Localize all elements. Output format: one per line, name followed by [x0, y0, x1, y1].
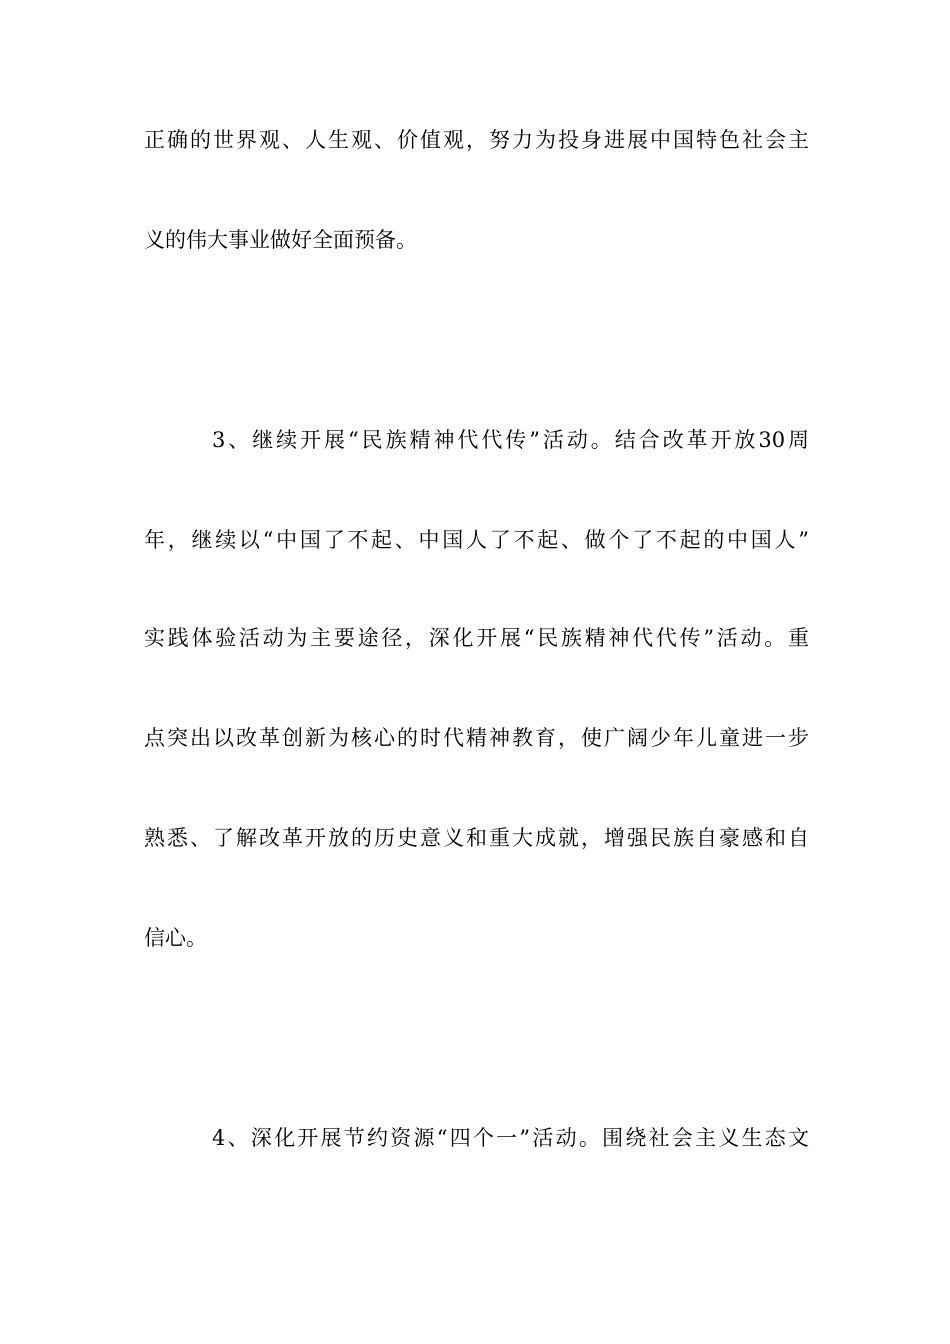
paragraph-3-line-1: 3、继续开展“民族精神代代传”活动。结合改革开放30周 [212, 428, 809, 452]
paragraph-3-line-6: 信心。 [144, 926, 207, 950]
paragraph-4-line-1: 4、深化开展节约资源“四个一”活动。围绕社会主义生态文 [212, 1126, 809, 1150]
text-line-1: 正确的世界观、人生观、价值观，努力为投身进展中国特色社会主 [144, 128, 809, 152]
paragraph-3-line-3: 实践体验活动为主要途径，深化开展“民族精神代代传”活动。重 [144, 626, 809, 650]
paragraph-3-line-5: 熟悉、了解改革开放的历史意义和重大成就，增强民族自豪感和自 [144, 826, 809, 850]
paragraph-3-line-2: 年，继续以“中国了不起、中国人了不起、做个了不起的中国人” [144, 528, 809, 552]
paragraph-3-line-4: 点突出以改革创新为核心的时代精神教育，使广阔少年儿童进一步 [144, 726, 809, 750]
text-line-2: 义的伟大事业做好全面预备。 [144, 228, 417, 252]
